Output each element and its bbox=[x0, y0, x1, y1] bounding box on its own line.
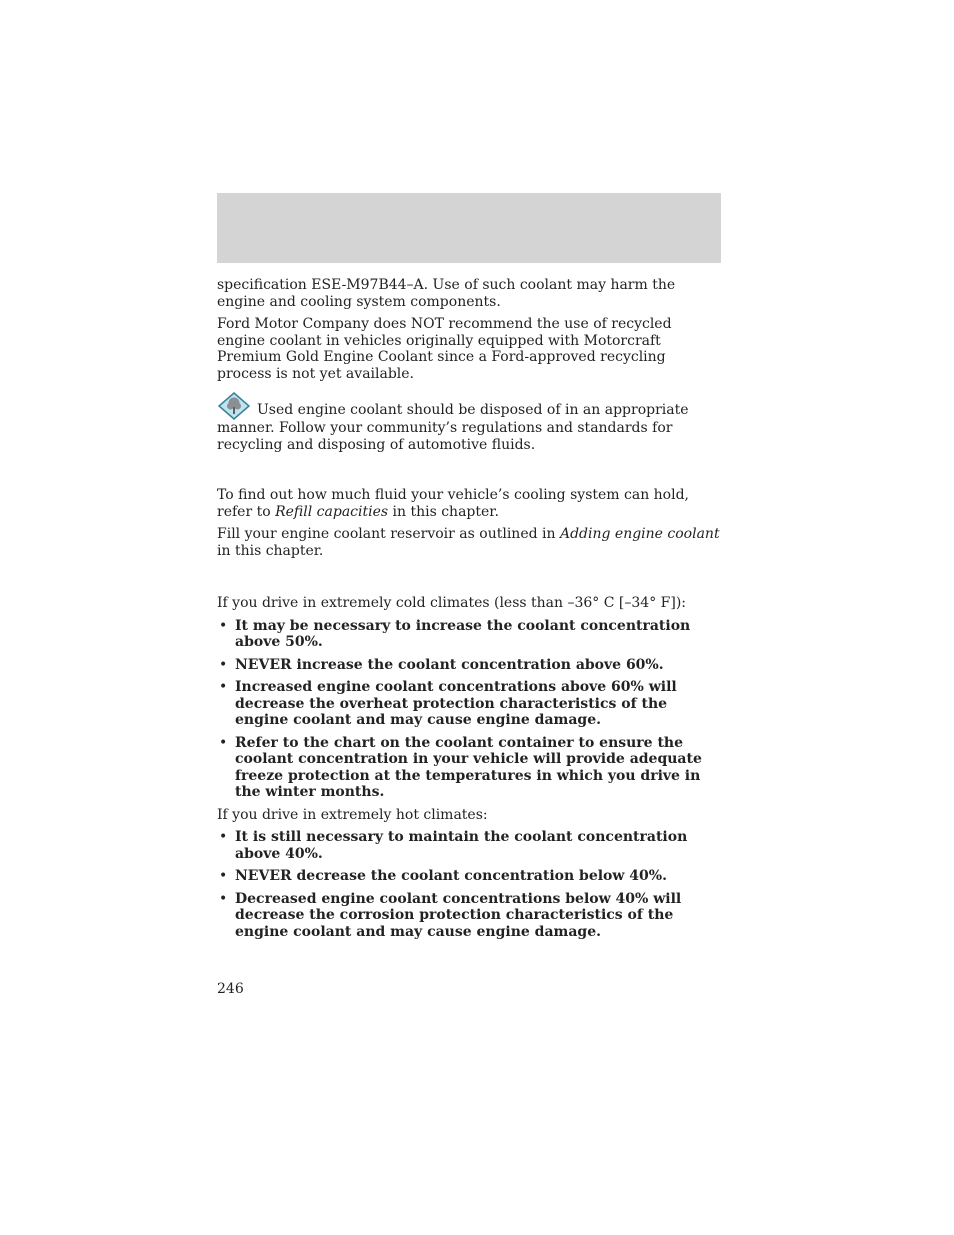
list-item: • NEVER increase the coolant concentration above 60%. bbox=[219, 656, 664, 673]
hot-climate-list bbox=[217, 829, 721, 940]
paragraph-fill-reservoir bbox=[217, 526, 721, 559]
paragraph-coolant-spec: specification ESE-M97B44–A. Use of such coolant may harm the engine and cooling system components. bbox=[217, 277, 676, 310]
fill-text-post: in this chapter. bbox=[217, 542, 324, 559]
list-item: • It may be necessary to increase the coolant concentration above 50%. bbox=[219, 617, 691, 650]
paragraph-recycled-coolant: Ford Motor Company does NOT recommend the use of recycled engine coolant in vehicles originally equipped with Motorcraft Premium Gold Engine Coolant since a Ford-approved recycling process is not yet available. bbox=[217, 316, 672, 382]
list-item: • Increased engine coolant concentrations above 60% will decrease the overheat protection characteristics of the engine coolant and may cause engine damage. bbox=[219, 679, 677, 728]
section-header-band bbox=[217, 193, 721, 263]
list-item: • NEVER decrease the coolant concentration below 40%. bbox=[219, 868, 667, 884]
list-item: • Decreased engine coolant concentrations below 40% will decrease the corrosion protection characteristics of the engine coolant and may cause engine damage. bbox=[219, 890, 682, 940]
environment-note bbox=[217, 392, 721, 453]
refill-text-pre: To find out how much fluid your vehicle’s cooling system can hold, refer to bbox=[217, 487, 690, 520]
environment-note-text: Used engine coolant should be disposed of in an appropriate manner. Follow your community’s regulations and standards for recycling and disposing of automotive fluids. bbox=[217, 402, 689, 453]
page-number: 246 bbox=[217, 981, 244, 997]
refill-capacities-link: Refill capacities bbox=[275, 503, 389, 520]
refill-text-post: in this chapter. bbox=[388, 503, 499, 520]
recycle-tree-icon bbox=[217, 392, 251, 420]
adding-coolant-link: Adding engine coolant bbox=[559, 526, 720, 542]
cold-climate-intro: If you drive in extremely cold climates (less than –36° C [–34° F]): bbox=[217, 595, 686, 611]
fill-text-pre: Fill your engine coolant reservoir as outlined in bbox=[217, 526, 560, 542]
paragraph-refill-reference bbox=[217, 487, 721, 520]
page-content bbox=[217, 277, 721, 946]
cold-climate-list bbox=[217, 618, 721, 801]
list-item: • It is still necessary to maintain the coolant concentration above 40%. bbox=[219, 829, 688, 862]
list-item: • Refer to the chart on the coolant container to ensure the coolant concentration in your vehicle will provide adequate freeze protection at the temperatures in which you drive in the winter months. bbox=[219, 734, 702, 800]
hot-climate-intro: If you drive in extremely hot climates: bbox=[217, 806, 488, 823]
